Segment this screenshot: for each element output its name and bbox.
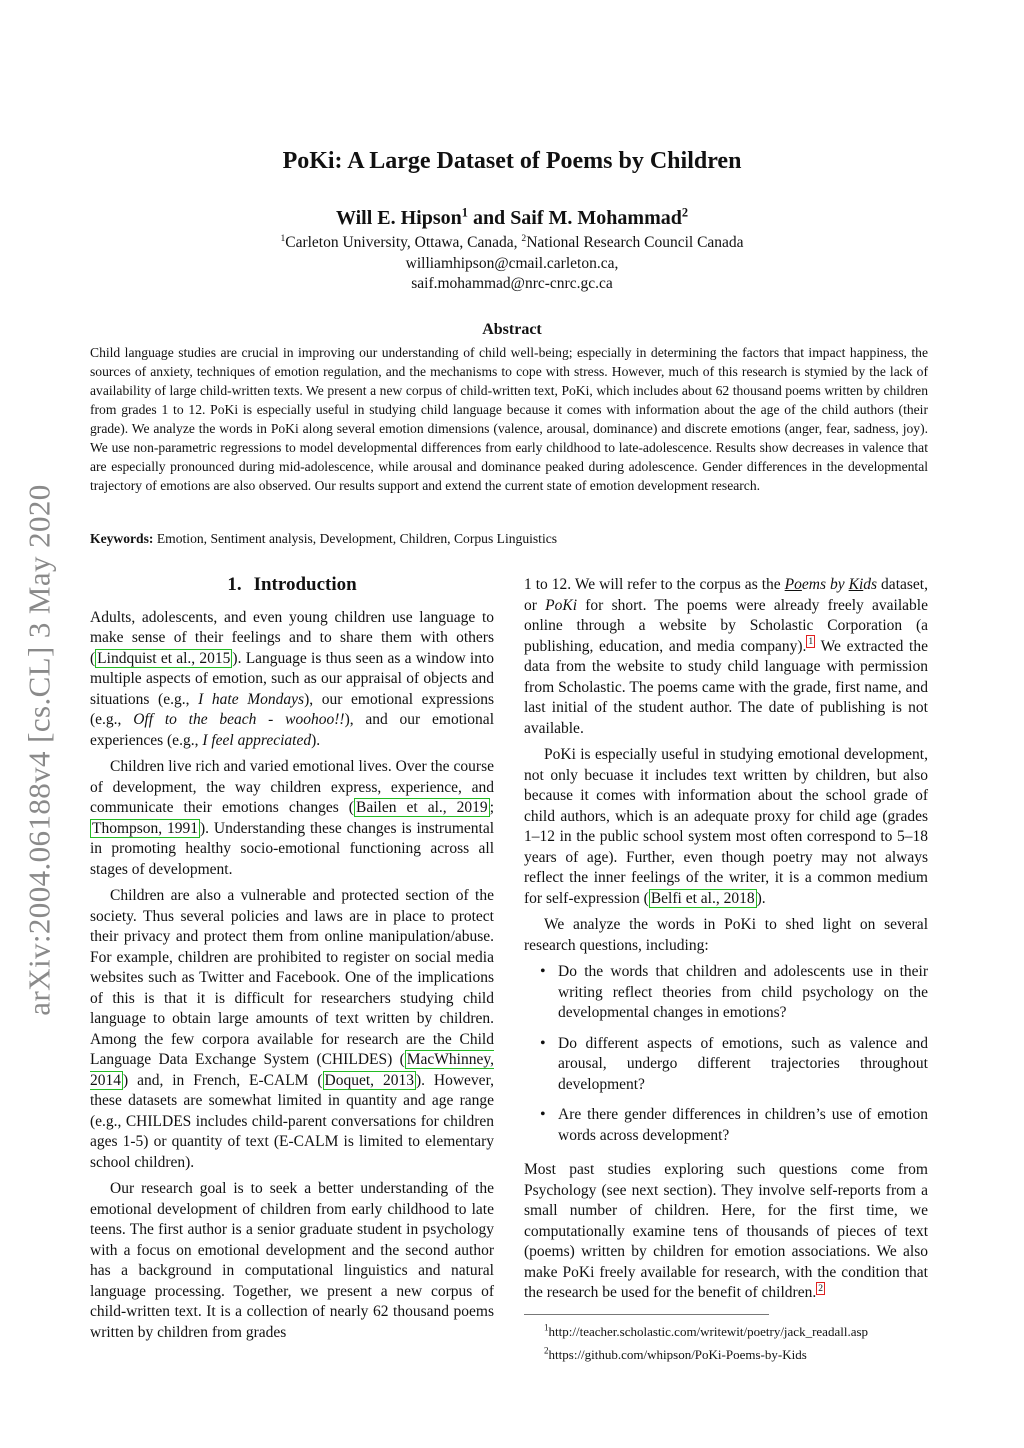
right-column [524, 575, 928, 1369]
affiliation-2: National Research Council Canada [526, 234, 744, 251]
text-run: for short. The poems were already freely available online through a website by Scholastic Corporation (a publishing, education, and media company). [524, 596, 928, 655]
example-phrase: I hate Mondays [198, 690, 305, 708]
abstract-heading: Abstract [482, 321, 542, 338]
text-run: Our research goal is to seek a better understanding of the emotional development of children from early childhood to late teens. The first author is a senior graduate student in psychology with a focus on emotional development and the second author has a background in computational linguistics and natural language processing. Together, we present a new corpus of child-written text. It is a collection of nearly 62 thousand poems written by children from grades [90, 1180, 494, 1341]
example-phrase: Off to the beach - woohoo!! [133, 711, 345, 728]
keywords [90, 531, 557, 547]
text-run: ems by [801, 576, 849, 593]
footnote-1 [524, 1323, 928, 1340]
author-1-mark: 1 [461, 205, 468, 220]
affiliation-1: Carleton University, Ottawa, Canada, [285, 234, 522, 251]
text-run: Children live rich and varied emotional lives. Over the course of development, the way children express, experience, and communicate their emotions changes ( [90, 758, 494, 816]
email-2: saif.mohammad@nrc-cnrc.gc.ca [411, 275, 613, 292]
author-1: Will E. Hipson [335, 207, 462, 229]
text-run: ), our emotional expressions (e.g., [90, 690, 494, 728]
text-run: ). [311, 731, 321, 749]
text-run: ). Understanding these changes is instrumental in promoting healthy socio-emotional functioning across all stages of development. [90, 819, 495, 878]
section-heading [90, 575, 494, 596]
footnote-ref-2[interactable]: 2 [818, 1282, 824, 1294]
footnote-2-url[interactable]: https://github.com/whipson/PoKi-Poems-by-Kids [548, 1346, 807, 1362]
text-run: ). [756, 889, 766, 907]
corpus-name: PoKi [545, 596, 578, 614]
author-line [0, 207, 1024, 230]
underlined-ki: Ki [848, 576, 864, 593]
text-run: We extracted the data from the website to study child language with permission from Scholastic. The poems came with the grade, first name, and last initial of the student author. The date of publishing is not available. [524, 637, 928, 737]
text-run: ). Language is thus seen as a window into multiple aspects of emotion, such as our appraisal of objects and situations (e.g., [90, 649, 494, 708]
text-run: Children are also a vulnerable and protected section of the society. Thus several policies and laws are in place to protect their privacy and protect them from online manipulation/abuse. For example, children are prohibited to register on social media websites such as Twitter and Facebook. One of the implications of this is that it is difficult for researchers studying child language to obtain large amounts of text written by children. Among the few corpora available for research are the Child Language Data Exchange System (CHILDES) ( [90, 887, 494, 1068]
citation-link[interactable]: Belfi et al., 2018 [650, 889, 755, 907]
affiliation-line [0, 233, 1024, 254]
citation-link[interactable]: Thompson, 1991 [92, 819, 199, 837]
paper-title: PoKi: A Large Dataset of Poems by Children [282, 148, 742, 174]
citation-link[interactable]: Doquet, 2013 [324, 1071, 414, 1089]
intro-paragraph-6 [524, 745, 928, 909]
author-2-mark: 2 [681, 205, 689, 220]
arxiv-identifier: arXiv:2004.06188v4 [cs.CL] 3 May 2020 [22, 484, 57, 1016]
intro-paragraph-3 [90, 886, 494, 1173]
section-title: Introduction [253, 574, 357, 595]
text-run: ). However, these datasets are somewhat limited in quantity and age range (e.g., CHILDES includes child-parent conversations for children ages 1-5) or quantity of text (E-CALM is limited to elementary school children). [90, 1071, 494, 1171]
affiliation-2-mark: 2 [521, 232, 527, 244]
list-item: • Do the words that children and adolescents use in their writing reflect theories from child psychology on the developmental changes in emotions? [524, 962, 928, 1024]
author-2: Saif M. Mohammad [510, 207, 682, 229]
text-run: 1 to 12. We will refer to the corpus as the [524, 576, 785, 593]
list-item: • Do different aspects of emotions, such as valence and arousal, undergo different trajectories throughout development? [524, 1034, 928, 1096]
text-run: ) and, in French, E-CALM ( [123, 1071, 323, 1089]
corpus-name-expansion [785, 576, 877, 593]
footnote-ref-1[interactable]: 1 [808, 636, 814, 648]
text-run: Most past studies exploring such questions come from Psychology (see next section). They involve self-reports from a small number of children. Here, for the first time, we computationally examine tens of thousands of pieces of text (poems) written by children for emotion associations. We also make PoKi freely available for research, with the condition that the research be used for the benefit of children. [524, 1161, 928, 1301]
text-run: ), and our emotional experiences (e.g., [90, 711, 494, 749]
citation-link[interactable]: Bailen et al., 2019 [355, 799, 488, 816]
list-item: • Are there gender differences in children’s use of emotion words across development? [524, 1105, 928, 1146]
intro-paragraph-2 [90, 757, 494, 880]
text-run: dataset, or [524, 576, 928, 614]
intro-paragraph-5 [524, 575, 928, 739]
citation-link[interactable]: MacWhinney, 2014 [90, 1051, 494, 1089]
left-column [90, 575, 494, 1349]
footnote-1-url[interactable]: http://teacher.scholastic.com/writewit/poetry/jack_readall.asp [548, 1323, 869, 1339]
text-run: ; [489, 799, 494, 816]
footnote-2 [524, 1346, 928, 1363]
affiliations [0, 233, 1024, 295]
author-and: and [467, 207, 511, 229]
footnote-2-mark: 2 [544, 1345, 549, 1356]
citation-link[interactable]: Lindquist et al., 2015 [97, 649, 231, 667]
underlined-po: Po [784, 576, 802, 593]
example-phrase: I feel appreciated [202, 731, 312, 749]
intro-paragraph-4 [90, 1179, 494, 1343]
research-questions-list [524, 962, 928, 1146]
abstract-body: Child language studies are crucial in improving our understanding of child well-being; especially in determining the factors that impact happiness, the sources of anxiety, techniques of emotion regulation, and the mechanisms to cope with stress. However, much of this research is stymied by the lack of availability of large child-written texts. We present a new corpus of child-written text, PoKi, which includes about 62 thousand poems written by children from grades 1 to 12. PoKi is especially useful in studying child language because it comes with information about the age of the child authors (their grade). We analyze the words in PoKi along several emotion dimensions (valence, arousal, dominance) and discrete emotions (anger, fear, sadness, joy). We use non-parametric regressions to model developmental differences from early childhood to late-adolescence. Results show decreases in valence that are especially pronounced during mid-adolescence, while arousal and dominance peaked during adolescence. Gender differences in the developmental trajectory of emotions are also observed. Our results support and extend the current state of emotion development research. [90, 345, 928, 493]
keywords-label: Keywords: [90, 531, 154, 546]
footnote-divider [524, 1314, 769, 1315]
footnote-1-mark: 1 [544, 1322, 549, 1333]
intro-paragraph-8 [524, 1160, 928, 1304]
email-1: williamhipson@cmail.carleton.ca, [405, 254, 619, 272]
section-number: 1. [227, 574, 242, 595]
text-run: PoKi is especially useful in studying emotional development, not only becuase it includes text written by children, but also because it comes with information about the school grade of child authors, which is an adequate proxy for child age (grades 1–12 in the public school system most often correspond to 5–18 years of age). Further, even though poetry may not always reflect the inner feelings of the writer, it is a common medium for self-expression ( [524, 746, 928, 907]
intro-paragraph-1 [90, 608, 494, 752]
affiliation-1-mark: 1 [280, 232, 286, 244]
intro-paragraph-7: We analyze the words in PoKi to shed light on several research questions, including: [524, 916, 928, 954]
text-run: Adults, adolescents, and even young children use language to make sense of their feelings and to share them with others ( [90, 608, 494, 667]
keywords-text: Emotion, Sentiment analysis, Development, Children, Corpus Linguistics [153, 531, 558, 546]
arxiv-side-stamp [10, 450, 70, 1050]
text-run: ds [863, 576, 878, 593]
